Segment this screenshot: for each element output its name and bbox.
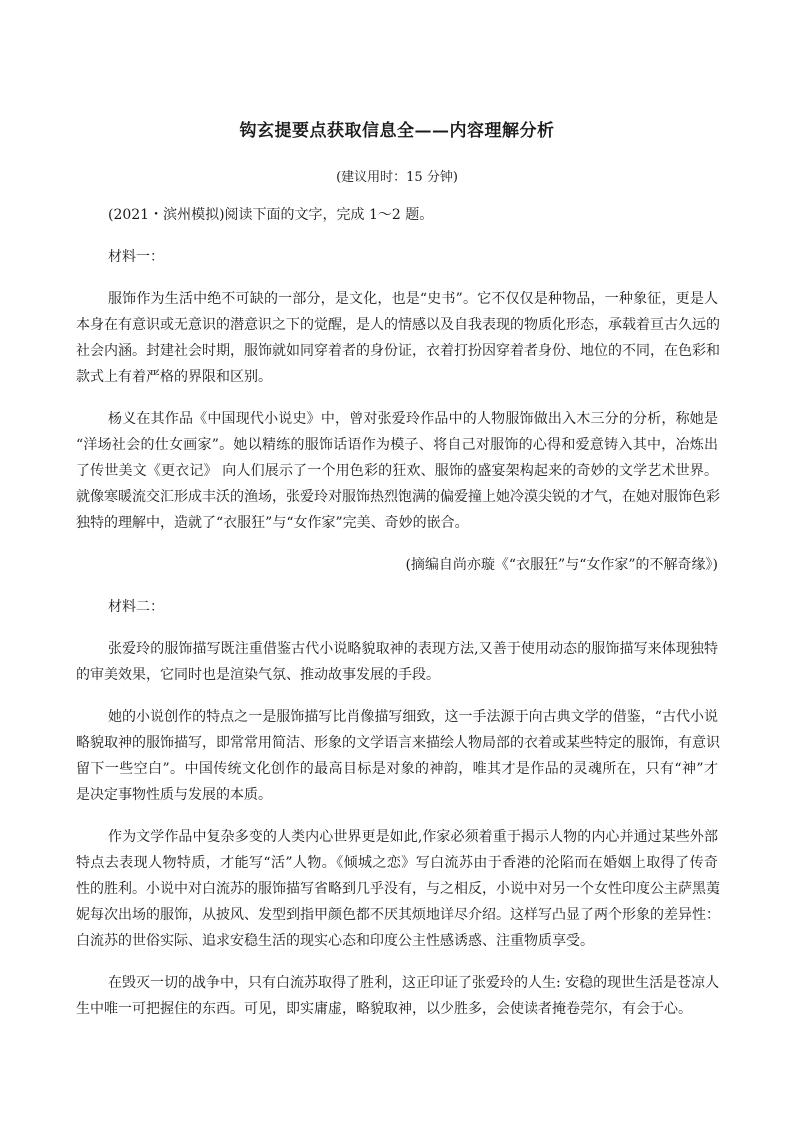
paragraph-5-line: 性的胜利。小说中对白流苏的服饰描写省略到几乎没有，与之相反，小说中对另一个女性印度公主萨黑荑 [76,881,720,897]
paragraph-5-line: 作为文学作品中复杂多变的人类内心世界更是如此,作家必须着重于揭示人物的内心并通过某些外部 [108,829,718,845]
paragraph-4-line: 留下一些空白”。中国传统文化创作的最高目标是对象的神韵，唯其才是作品的灵魂所在，只有“神”才 [76,761,718,777]
paragraph-3-line: 张爱玲的服饰描写既注重借鉴古代小说略貌取神的表现方法,又善于使用动态的服饰描写来体现独特 [108,641,718,657]
paragraph-6-line: 生中唯一可把握住的东西。可见，即实庸虚，略貌取神，以少胜多，会使读者掩卷莞尔，有会于心。 [76,1001,692,1017]
paragraph-2-line: 独特的理解中，造就了“衣服狂”与“女作家”完美、奇妙的嵌合。 [76,515,469,531]
paragraph-1-line: 服饰作为生活中绝不可缺的一部分，是文化，也是“史书”。它不仅仅是种物品，一种象征，更是人 [108,291,718,307]
paragraph-5-line: 特点去表现人物特质，才能写“活”人物。《倾城之恋》写白流苏由于香港的沦陷而在婚姻上取得了传奇 [76,855,718,871]
suggested-time: (建议用时：15 分钟) [336,170,458,185]
paragraph-1-line: 款式上有着严格的界限和区别。 [76,369,272,385]
paragraph-4-line: 是决定事物性质与发展的本质。 [76,787,272,803]
paragraph-1-line: 本身在有意识或无意识的潜意识之下的觉醒，是人的情感以及自我表现的物质化形态，承载着亘古久远的 [76,317,720,333]
paragraph-2-line: 杨义在其作品《中国现代小说史》中，曾对张爱玲作品中的人物服饰做出入木三分的分析，称她是 [108,411,718,427]
question-intro: (2021・滨州模拟)阅读下面的文字，完成 1～2 题。 [108,207,434,223]
source-citation: (摘编自尚亦璇《“衣服狂”与“女作家”的不解奇缘》) [405,557,718,573]
paragraph-3-line: 的审美效果，它同时也是渲染气氛、推动故事发展的手段。 [76,667,440,683]
paragraph-4-line: 略貌取神的服饰描写，即常常用简洁、形象的文学语言来描绘人物局部的衣着或某些特定的服饰，有意识 [76,735,720,751]
paragraph-5-line: 妮每次出场的服饰，从披风、发型到指甲颜色都不厌其烦地详尽介绍。这样写凸显了两个形象的差异性： [76,907,720,923]
paragraph-5-line: 白流苏的世俗实际、追求安稳生活的现实心态和印度公主性感诱惑、注重物质享受。 [76,933,594,949]
page-title: 钩玄提要点获取信息全——内容理解分析 [239,121,555,141]
paragraph-4-line: 她的小说创作的特点之一是服饰描写比肖像描写细致，这一手法源于向古典文学的借鉴，“古代小说 [108,709,718,725]
paragraph-6-line: 在毁灭一切的战争中，只有白流苏取得了胜利，这正印证了张爱玲的人生: 安稳的现世生活是苍凉人 [108,975,720,991]
paragraph-2-line: 了传世美文《更衣记》 向人们展示了一个用色彩的狂欢、服饰的盛宴架构起来的奇妙的文学艺术世界。 [76,463,718,479]
paragraph-2-line: “洋场社会的仕女画家”。她以精练的服饰话语作为模子、将自己对服饰的心得和爱意铸入其中，冶炼出 [76,437,718,453]
material-2-label: 材料二： [108,599,164,615]
paragraph-1-line: 社会内涵。封建社会时期，服饰就如同穿着者的身份证，衣着打扮因穿着者身份、地位的不同，在色彩和 [76,343,720,359]
material-1-label: 材料一： [108,249,164,265]
paragraph-2-line: 就像寒暖流交汇形成丰沃的渔场，张爱玲对服饰热烈饱满的偏爱撞上她冷漠尖锐的才气，在她对服饰色彩 [76,489,720,505]
